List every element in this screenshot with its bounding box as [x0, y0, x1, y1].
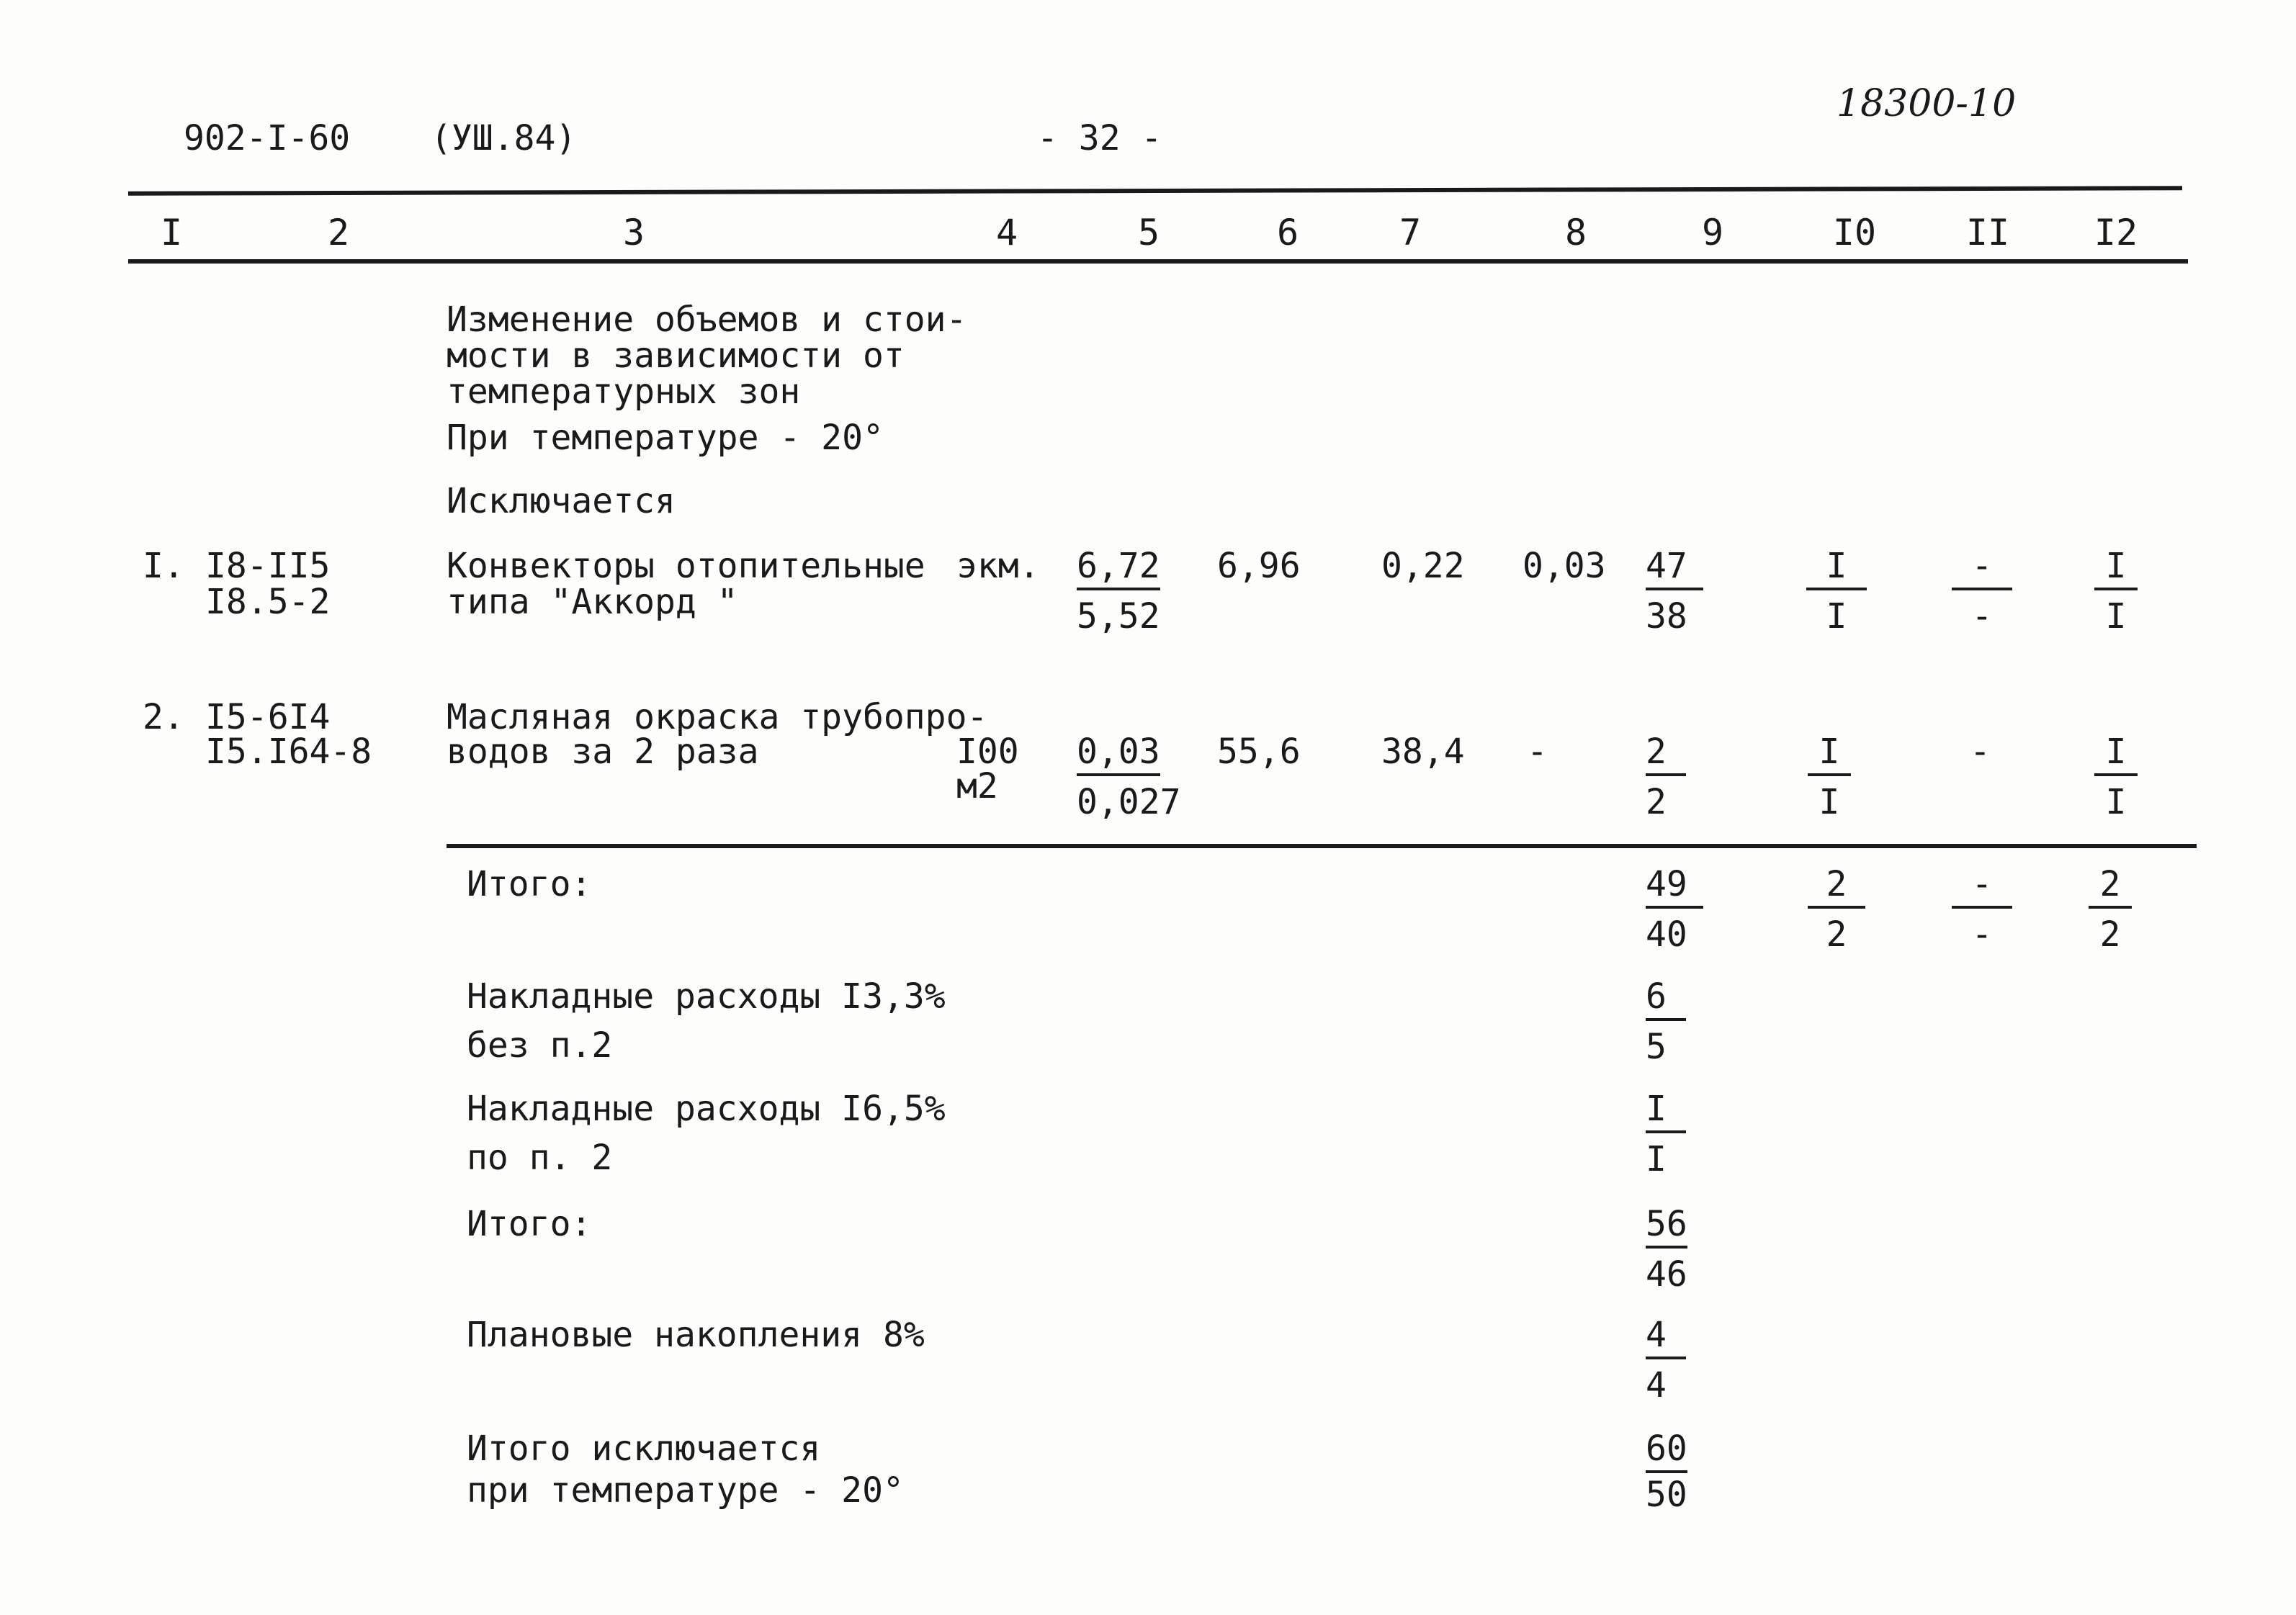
- intro-line: Изменение объемов и стои-: [447, 300, 967, 340]
- row-unit: I00: [956, 732, 1019, 772]
- cell-col10: [1808, 732, 1851, 822]
- fraction-bottom: I: [1826, 596, 1847, 636]
- total-col11: [1952, 864, 2012, 955]
- row-unit: м2: [956, 766, 998, 806]
- column-header: 7: [1399, 212, 1422, 253]
- row-unit: экм.: [956, 546, 1040, 586]
- fraction-top: I: [2094, 734, 2138, 776]
- cell-col8: 0,03: [1523, 546, 1606, 586]
- header-bottom-rule: [128, 259, 2188, 264]
- cell-col12: [2094, 732, 2138, 822]
- column-header: 4: [995, 212, 1018, 253]
- row-number: I.: [143, 546, 184, 586]
- fraction-bottom: I: [1646, 1139, 1667, 1179]
- fraction-bottom: 38: [1646, 596, 1687, 636]
- cell-col9: [1646, 546, 1703, 636]
- row-code: I8.5-2: [205, 582, 331, 622]
- fraction-bottom: -: [1971, 596, 1993, 636]
- document-code: 902-I-60: [184, 118, 351, 158]
- fraction-bottom: 46: [1646, 1254, 1687, 1295]
- row-code: I5-6I4: [205, 697, 331, 737]
- row-number: 2.: [143, 697, 184, 737]
- fraction-bottom: 4: [1646, 1365, 1667, 1405]
- column-header: 2: [327, 212, 350, 253]
- intro-line: температурных зон: [447, 372, 801, 412]
- cell-col6: 6,96: [1217, 546, 1301, 586]
- cell-col7: 0,22: [1381, 546, 1465, 586]
- row-name: Масляная окраска трубопро-: [447, 697, 988, 737]
- totals-rule: [447, 844, 2197, 848]
- total-label: Итого:: [467, 1204, 592, 1244]
- fraction-bottom: I: [1819, 782, 1840, 822]
- edition-mark: (УШ.84): [431, 118, 577, 158]
- intro-line: мости в зависимости от: [447, 336, 905, 376]
- column-header: II: [1965, 212, 2010, 253]
- fraction-top: 6,72: [1077, 549, 1160, 590]
- column-header: 6: [1276, 212, 1299, 253]
- column-header: I0: [1832, 212, 1877, 253]
- planned-savings-label: Плановые накопления 8%: [467, 1315, 925, 1355]
- cell-col8: -: [1527, 732, 1548, 772]
- fraction-top: -: [1952, 549, 2012, 590]
- cell-col9: [1646, 732, 1686, 822]
- column-header: 5: [1137, 212, 1160, 253]
- fraction-bottom: 50: [1646, 1475, 1687, 1515]
- overhead-label: Накладные расходы I6,5%: [467, 1089, 946, 1129]
- total-label: Итого:: [467, 864, 592, 904]
- cell-col10: [1806, 546, 1867, 636]
- fraction-bottom: 0,027: [1077, 782, 1181, 822]
- fraction-top: 49: [1646, 867, 1703, 909]
- total-excluded-col9: [1646, 1429, 1687, 1515]
- fraction-bottom: 2: [1826, 914, 1847, 955]
- fraction-top: 4: [1646, 1318, 1686, 1359]
- total-col9: [1646, 864, 1703, 955]
- total-col12: [2089, 864, 2132, 955]
- fraction-top: -: [1952, 867, 2012, 909]
- row-code: I8-II5: [205, 546, 331, 586]
- temperature-label: При температуре - 20°: [447, 418, 884, 458]
- fraction-bottom: 5: [1646, 1027, 1667, 1067]
- cell-col7: 38,4: [1381, 732, 1465, 772]
- fraction-top: 56: [1646, 1207, 1687, 1249]
- fraction-top: 6: [1646, 979, 1686, 1021]
- fraction-top: I: [1646, 1092, 1686, 1133]
- cell-col5: [1077, 732, 1181, 822]
- fraction-top: 2: [1646, 734, 1686, 776]
- total-excluded-label: Итого исключается: [467, 1429, 821, 1469]
- fraction-bottom: I: [2105, 596, 2127, 636]
- overhead-label: Накладные расходы I3,3%: [467, 976, 946, 1017]
- row-name: Конвекторы отопительные: [447, 546, 925, 586]
- cell-col12: [2094, 546, 2138, 636]
- row-name: типа "Аккорд ": [447, 582, 738, 622]
- row-name: водов за 2 раза: [447, 732, 759, 772]
- overhead-label: по п. 2: [467, 1138, 613, 1178]
- top-rule: [128, 186, 2182, 195]
- excluded-label: Исключается: [447, 481, 676, 521]
- overhead-col9: [1646, 1089, 1686, 1179]
- overhead-col9: [1646, 976, 1686, 1067]
- total-excluded-label: при температуре - 20°: [467, 1470, 904, 1511]
- overhead-label: без п.2: [467, 1025, 613, 1066]
- fraction-top: 47: [1646, 549, 1703, 590]
- fraction-top: 2: [1808, 867, 1865, 909]
- cell-col5: [1077, 546, 1160, 636]
- fraction-top: I: [1808, 734, 1851, 776]
- fraction-top: 2: [2089, 867, 2132, 909]
- total-col9: [1646, 1204, 1687, 1295]
- handwritten-number: 18300-10: [1837, 82, 2017, 125]
- fraction-bottom: I: [2105, 782, 2127, 822]
- fraction-top: 0,03: [1077, 734, 1160, 776]
- fraction-top: I: [1806, 549, 1867, 590]
- cell-col11: -: [1970, 732, 1991, 772]
- cell-col11: [1952, 546, 2012, 636]
- planned-col9: [1646, 1315, 1686, 1405]
- page-number: - 32 -: [1037, 118, 1162, 158]
- column-header: 9: [1701, 212, 1724, 253]
- fraction-bottom: 2: [2099, 914, 2121, 955]
- cell-col6: 55,6: [1217, 732, 1301, 772]
- column-header: 3: [622, 212, 645, 253]
- column-header: 8: [1564, 212, 1587, 253]
- fraction-top: 60: [1646, 1431, 1687, 1473]
- fraction-bottom: 2: [1646, 782, 1667, 822]
- fraction-top: I: [2094, 549, 2138, 590]
- row-code: I5.I64-8: [205, 732, 372, 772]
- fraction-bottom: 40: [1646, 914, 1687, 955]
- column-header: I2: [2094, 212, 2138, 253]
- column-header: I: [160, 212, 183, 253]
- total-col10: [1808, 864, 1865, 955]
- fraction-bottom: 5,52: [1077, 596, 1160, 636]
- fraction-bottom: -: [1971, 914, 1993, 955]
